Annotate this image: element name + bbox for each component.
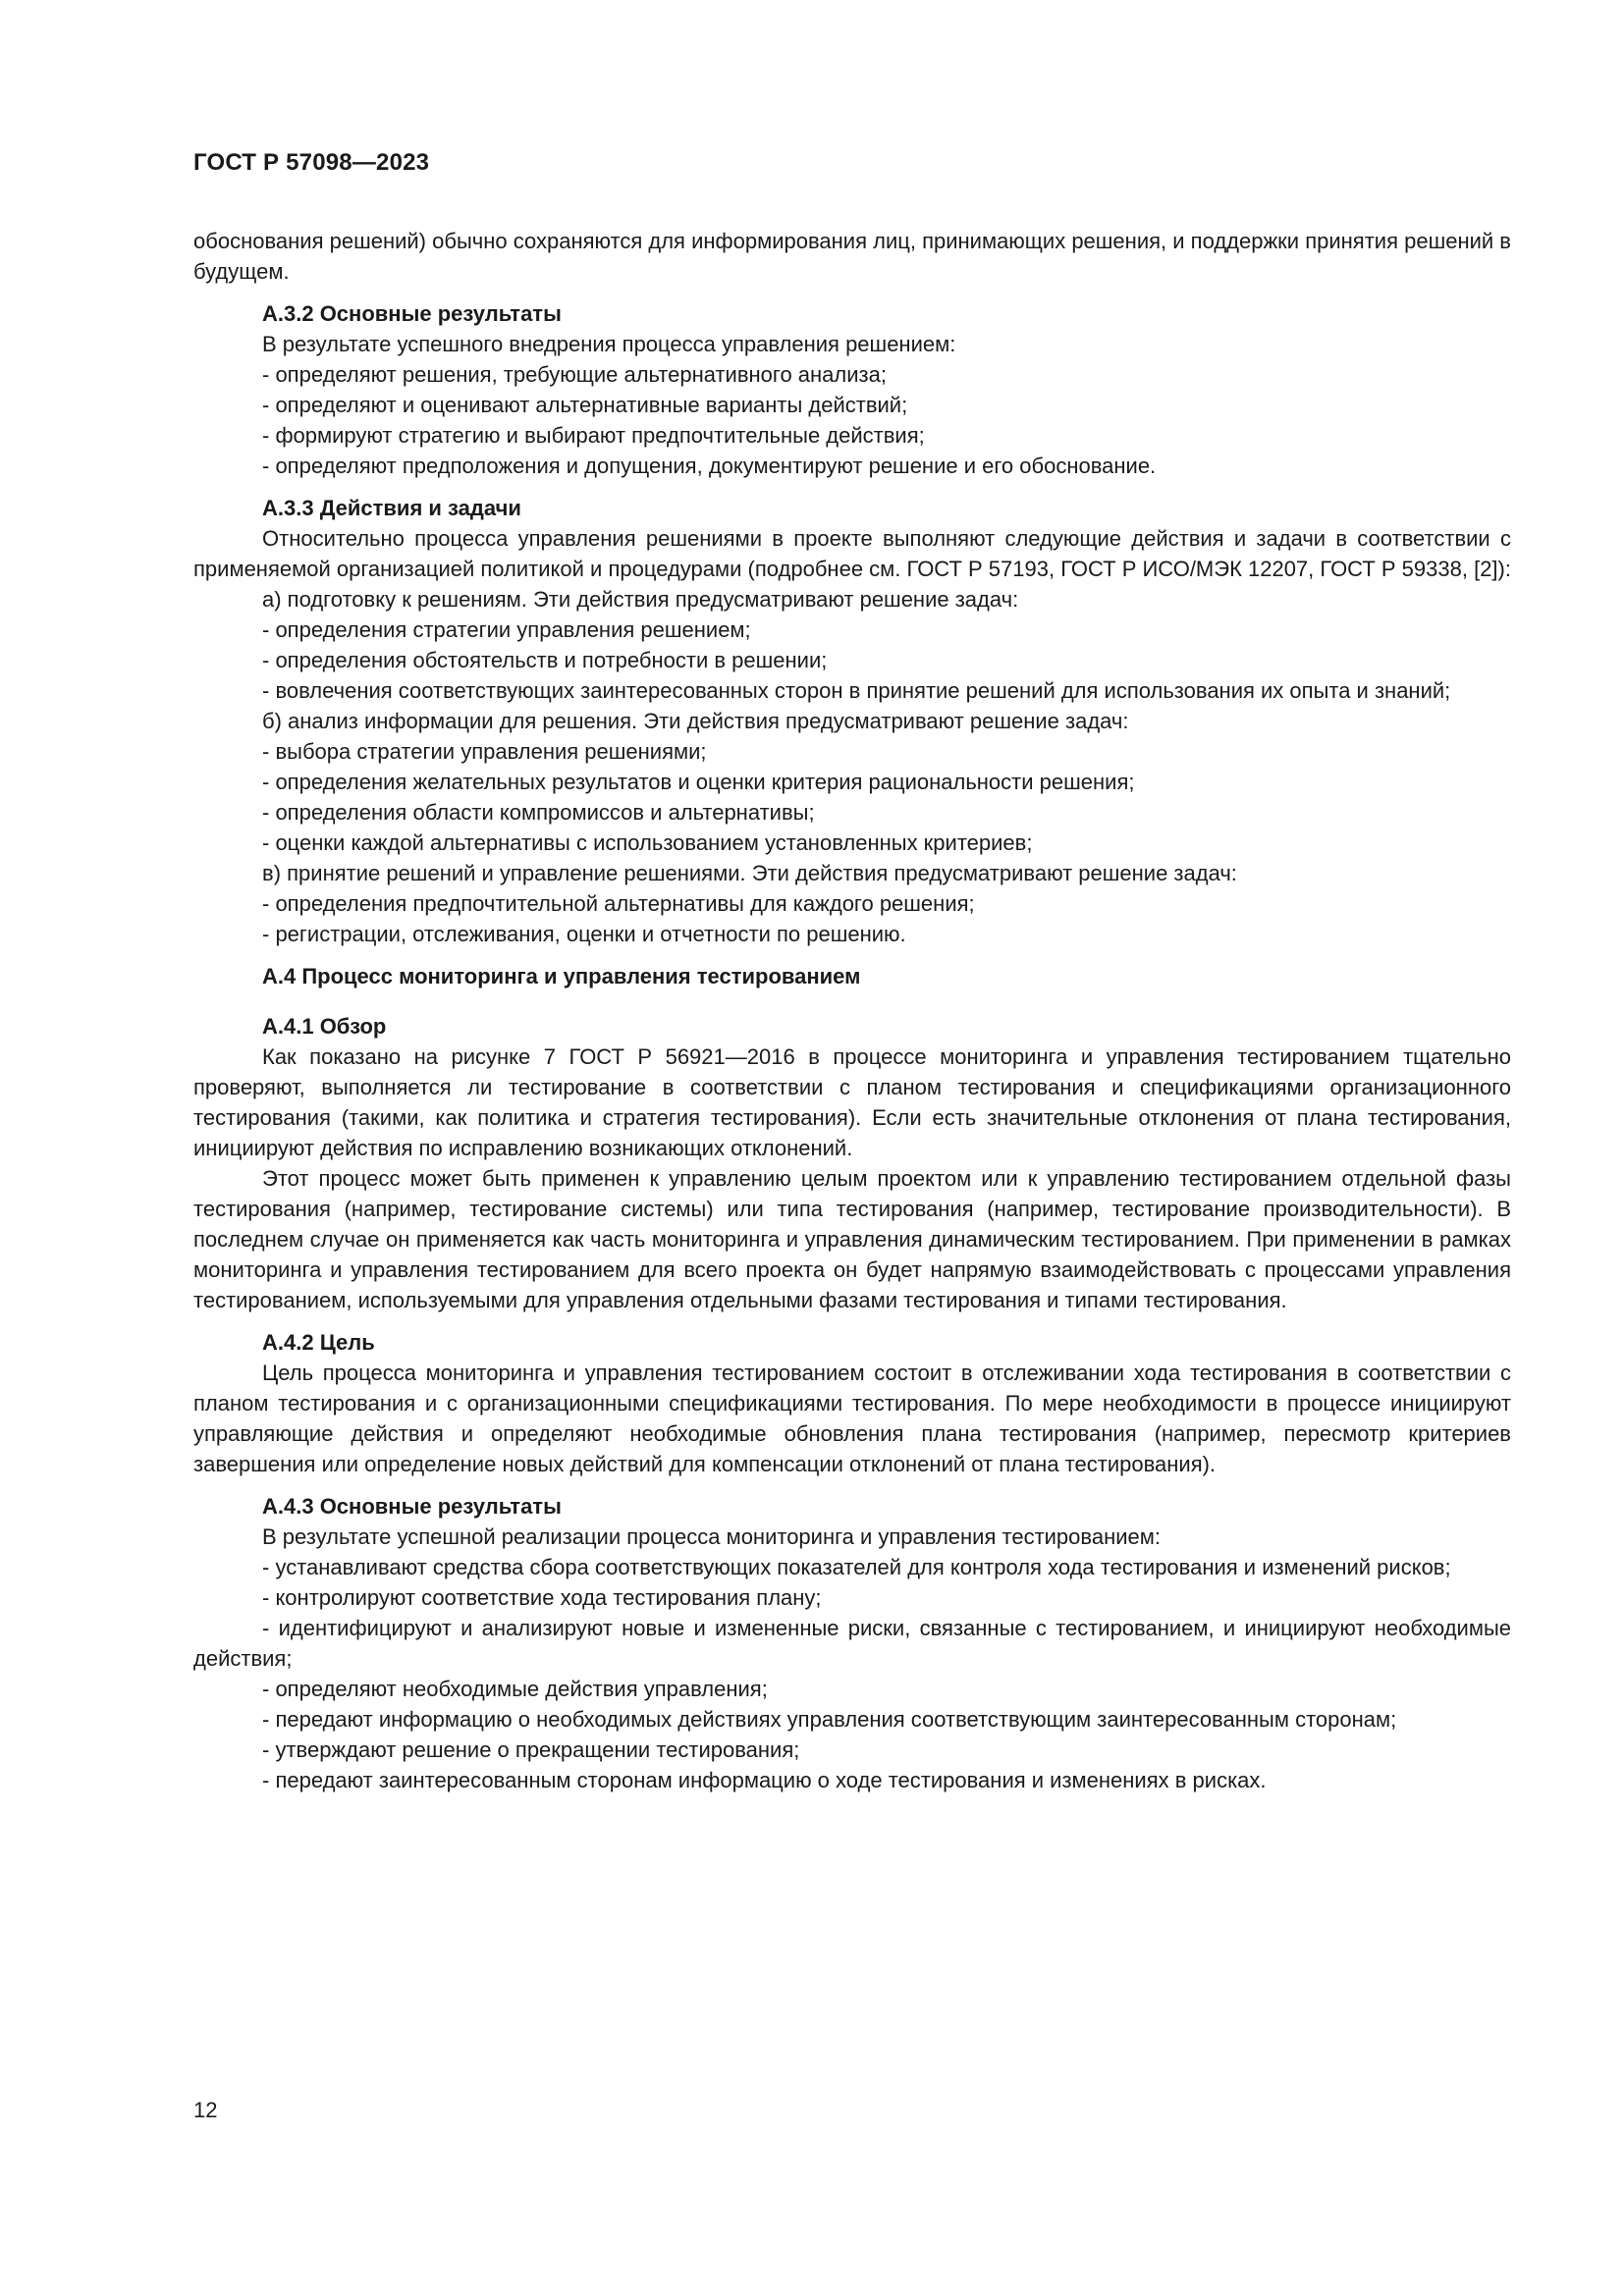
paragraph: Как показано на рисунке 7 ГОСТ Р 56921—2016 в процессе мониторинга и управления тестированием тщательно проверяют, выполняется ли тестирование в соответствии с планом тестирования и спецификациями организационного тестирования (такими, как политика и стратегия тестирования). Если есть значительные отклонения от плана тестирования, инициируют действия по исправлению возникающих отклонений. bbox=[193, 1044, 1511, 1160]
paragraph: Относительно процесса управления решениями в проекте выполняют следующие действия и задачи в соответствии с применяемой организацией политикой и процедурами (подробнее см. ГОСТ Р 57193, ГОСТ Р ИСО/МЭК 12207, ГОСТ Р 59338, [2]): bbox=[193, 526, 1511, 581]
paragraph: Этот процесс может быть применен к управлению целым проектом или к управлению тестированием отдельной фазы тестирования (например, тестирование системы) или типа тестирования (например, тестирование производительности). В последнем случае он применяется как часть мониторинга и управления динамическим тестированием. При применении в рамках мониторинга и управления тестированием для всего проекта он будет напрямую взаимодействовать с процессами управления тестированием, используемыми для управления отдельными фазами тестирования и типами тестирования. bbox=[193, 1166, 1511, 1312]
section-heading: А.4.3 Основные результаты bbox=[262, 1494, 562, 1519]
list-item: - регистрации, отслеживания, оценки и отчетности по решению. bbox=[262, 922, 906, 946]
list-item: - передают заинтересованным сторонам информацию о ходе тестирования и изменениях в рисках. bbox=[262, 1768, 1267, 1792]
document-header: ГОСТ Р 57098—2023 bbox=[193, 149, 430, 176]
list-item: - формируют стратегию и выбирают предпочтительные действия; bbox=[262, 423, 925, 448]
list-item: - оценки каждой альтернативы с использованием установленных критериев; bbox=[262, 830, 1033, 855]
list-item: - утверждают решение о прекращении тестирования; bbox=[262, 1737, 800, 1762]
list-item: - контролируют соответствие хода тестирования плану; bbox=[262, 1585, 822, 1610]
section-heading: А.3.2 Основные результаты bbox=[262, 301, 562, 326]
list-item: б) анализ информации для решения. Эти действия предусматривают решение задач: bbox=[262, 709, 1129, 733]
page-number: 12 bbox=[193, 2098, 218, 2122]
list-item: - определяют решения, требующие альтернативного анализа; bbox=[262, 362, 887, 387]
list-item: - определения желательных результатов и оценки критерия рациональности решения; bbox=[262, 770, 1135, 794]
list-item: - идентифицируют и анализируют новые и измененные риски, связанные с тестированием, и инициируют необходимые действия; bbox=[193, 1616, 1511, 1671]
list-item: - вовлечения соответствующих заинтересованных сторон в принятие решений для использования их опыта и знаний; bbox=[262, 678, 1451, 703]
paragraph: обоснования решений) обычно сохраняются для информирования лиц, принимающих решения, и поддержки принятия решений в будущем. bbox=[193, 229, 1511, 284]
list-item: - определения обстоятельств и потребности в решении; bbox=[262, 648, 828, 672]
section-heading: А.4 Процесс мониторинга и управления тестированием bbox=[262, 964, 861, 988]
list-item: - определения предпочтительной альтернативы для каждого решения; bbox=[262, 891, 975, 916]
list-item: - определения области компромиссов и альтернативы; bbox=[262, 800, 815, 825]
section-heading: А.4.1 Обзор bbox=[262, 1014, 387, 1039]
list-item: в) принятие решений и управление решениями. Эти действия предусматривают решение задач: bbox=[262, 861, 1237, 885]
document-body bbox=[193, 226, 1511, 1795]
list-item: - определяют и оценивают альтернативные варианты действий; bbox=[262, 393, 908, 417]
list-item: - определения стратегии управления решением; bbox=[262, 617, 751, 642]
paragraph: В результате успешной реализации процесса мониторинга и управления тестированием: bbox=[262, 1524, 1161, 1549]
list-item: - устанавливают средства сбора соответствующих показателей для контроля хода тестирования и изменений рисков; bbox=[262, 1555, 1451, 1579]
list-item: - передают информацию о необходимых действиях управления соответствующим заинтересованным сторонам; bbox=[262, 1707, 1397, 1732]
list-item: - определяют необходимые действия управления; bbox=[262, 1677, 768, 1701]
section-heading: А.4.2 Цель bbox=[262, 1330, 375, 1355]
paragraph: В результате успешного внедрения процесса управления решением: bbox=[262, 332, 956, 356]
paragraph: Цель процесса мониторинга и управления тестированием состоит в отслеживании хода тестирования в соответствии с планом тестирования и с организационными спецификациями тестирования. По мере необходимости в процессе инициируют управляющие действия и определяют необходимые обновления плана тестирования (например, пересмотр критериев завершения или определение новых действий для компенсации отклонений от плана тестирования). bbox=[193, 1361, 1511, 1476]
list-item: а) подготовку к решениям. Эти действия предусматривают решение задач: bbox=[262, 587, 1019, 612]
section-heading: А.3.3 Действия и задачи bbox=[262, 496, 521, 520]
list-item: - выбора стратегии управления решениями; bbox=[262, 739, 707, 764]
list-item: - определяют предположения и допущения, документируют решение и его обоснование. bbox=[262, 454, 1157, 478]
